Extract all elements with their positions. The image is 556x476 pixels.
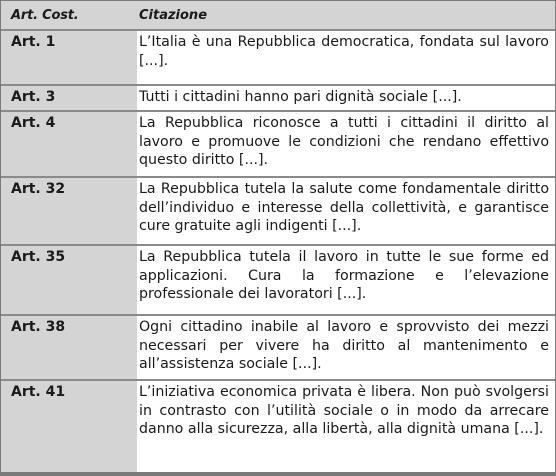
table-header — [1, 1, 555, 29]
article-number: Art. 38 — [1, 316, 137, 379]
article-quote: La Repubblica riconosce a tutti i cittadini il diritto al lavoro e promuove le condizioni che rendano effettivo questo diritto [...]. — [139, 115, 549, 168]
table-row — [1, 176, 555, 244]
table-row — [1, 110, 555, 176]
bottom-rule — [1, 472, 555, 475]
article-number: Art. 3 — [1, 86, 137, 110]
table-row — [1, 29, 555, 84]
article-quote: L’iniziativa economica privata è libera. Non può svolgersi in contrasto con l’utilità sociale o in modo da arrecare danno alla sicurezza, alla libertà, alla dignità umana [...]. — [139, 384, 549, 437]
table-row — [1, 84, 555, 110]
article-quote: L’Italia è una Repubblica democratica, fondata sul lavoro [...]. — [139, 34, 549, 69]
table-row — [1, 314, 555, 379]
table-row — [1, 379, 555, 472]
article-number: Art. 35 — [1, 246, 137, 314]
header-article-column: Art. Cost. — [11, 7, 79, 23]
article-quote: Ogni cittadino inabile al lavoro e sprovvisto dei mezzi necessari per vivere ha diritto al mantenimento e all’assistenza sociale [...]. — [139, 319, 549, 372]
article-quote: La Repubblica tutela la salute come fondamentale diritto dell’individuo e interesse della collettività, e garantisce cure gratuite agli indigenti [...]. — [139, 181, 549, 234]
article-number: Art. 32 — [1, 178, 137, 244]
table-row — [1, 244, 555, 314]
article-quote: La Repubblica tutela il lavoro in tutte le sue forme ed applicazioni. Cura la formazione e l’elevazione professionale dei lavoratori [...]. — [139, 249, 549, 302]
article-number: Art. 1 — [1, 31, 137, 84]
article-quote: Tutti i cittadini hanno pari dignità sociale [...]. — [139, 89, 462, 105]
article-number: Art. 41 — [1, 381, 137, 472]
article-number: Art. 4 — [1, 112, 137, 176]
header-quote-column: Citazione — [139, 7, 208, 23]
